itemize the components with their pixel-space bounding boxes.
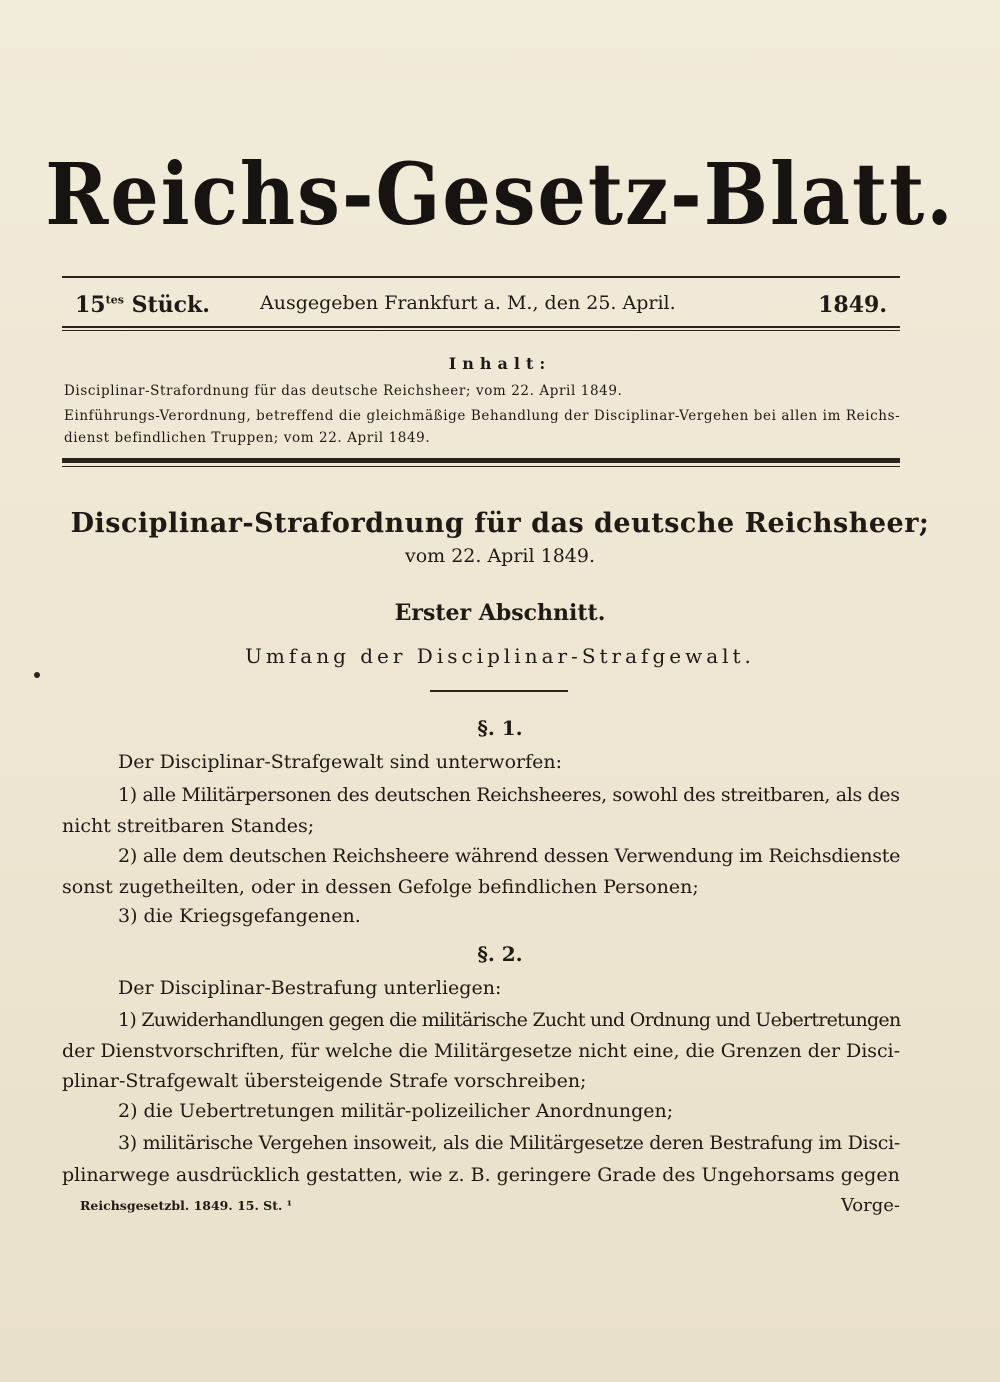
contents-line: dienst befindlichen Truppen; vom 22. April 1849. xyxy=(64,430,431,446)
paragraph-line: 1) alle Militärpersonen des deutschen Reichsheeres, sowohl des streitbaren, als des xyxy=(118,784,900,806)
section-divider xyxy=(430,690,568,692)
document-title: Disciplinar-Strafordnung für das deutsche Reichsheer; xyxy=(70,508,930,539)
header-rule-middle-inner xyxy=(62,330,900,331)
catchword: Vorge- xyxy=(840,1195,900,1216)
paragraph-line: 2) alle dem deutschen Reichsheere während dessen Verwendung im Reichsdienste xyxy=(118,845,901,867)
issue-number: $15^{tes}$ Stück. xyxy=(75,292,210,318)
contents-line: Disciplinar-Strafordnung für das deutsche Reichsheer; vom 22. April 1849. xyxy=(64,383,623,399)
issue-year: 1849. xyxy=(818,292,887,318)
paragraph-line: Der Disciplinar-Strafgewalt sind unterworfen: xyxy=(118,751,563,773)
document-date: vom 22. April 1849. xyxy=(404,545,596,567)
contents-rule-bottom xyxy=(62,458,900,463)
paragraph-line: 3) militärische Vergehen insoweit, als die Militärgesetze deren Bestrafung im Disci- xyxy=(118,1132,900,1154)
section-title: Umfang der Disciplinar-Strafgewalt. xyxy=(245,644,755,668)
margin-mark xyxy=(34,672,40,678)
header-rule-middle xyxy=(62,326,900,328)
paragraph-heading: §. 2. xyxy=(477,942,523,966)
paragraph-line: sonst zugetheilten, oder in dessen Gefolge befindlichen Personen; xyxy=(62,876,699,898)
paragraph-line: nicht streitbaren Standes; xyxy=(62,815,315,837)
contents-heading: Inhalt: xyxy=(448,354,552,373)
paragraph-heading: §. 1. xyxy=(477,716,523,740)
paragraph-line: 3) die Kriegsgefangenen. xyxy=(118,905,361,927)
paragraph-line: der Dienstvorschriften, für welche die Militärgesetze nicht eine, die Grenzen der Disci- xyxy=(62,1040,900,1062)
contents-line: Einführungs-Verordnung, betreffend die gleichmäßige Behandlung der Disciplinar-Vergehen bei allen im Reichs- xyxy=(64,408,901,424)
signature-mark: Reichsgesetzbl. 1849. 15. St. ¹ xyxy=(80,1198,293,1213)
paragraph-line: 1) Zuwiderhandlungen gegen die militärische Zucht und Ordnung und Uebertretungen xyxy=(118,1009,901,1031)
issue-date-place: Ausgegeben Frankfurt a. M., den 25. April. xyxy=(260,292,676,314)
contents-rule-bottom-inner xyxy=(62,466,900,467)
paragraph-line: Der Disciplinar-Bestrafung unterliegen: xyxy=(118,977,502,999)
masthead-title: Reichs-Gesetz-Blatt. xyxy=(45,144,955,245)
section-heading: Erster Abschnitt. xyxy=(394,600,606,626)
paragraph-line: plinarwege ausdrücklich gestatten, wie z. B. geringere Grade des Ungehorsams gegen xyxy=(62,1164,900,1186)
paragraph-line: plinar-Strafgewalt übersteigende Strafe vorschreiben; xyxy=(62,1070,587,1092)
paragraph-line: 2) die Uebertretungen militär-polizeilicher Anordnungen; xyxy=(118,1100,674,1122)
header-rule-top xyxy=(62,276,900,278)
